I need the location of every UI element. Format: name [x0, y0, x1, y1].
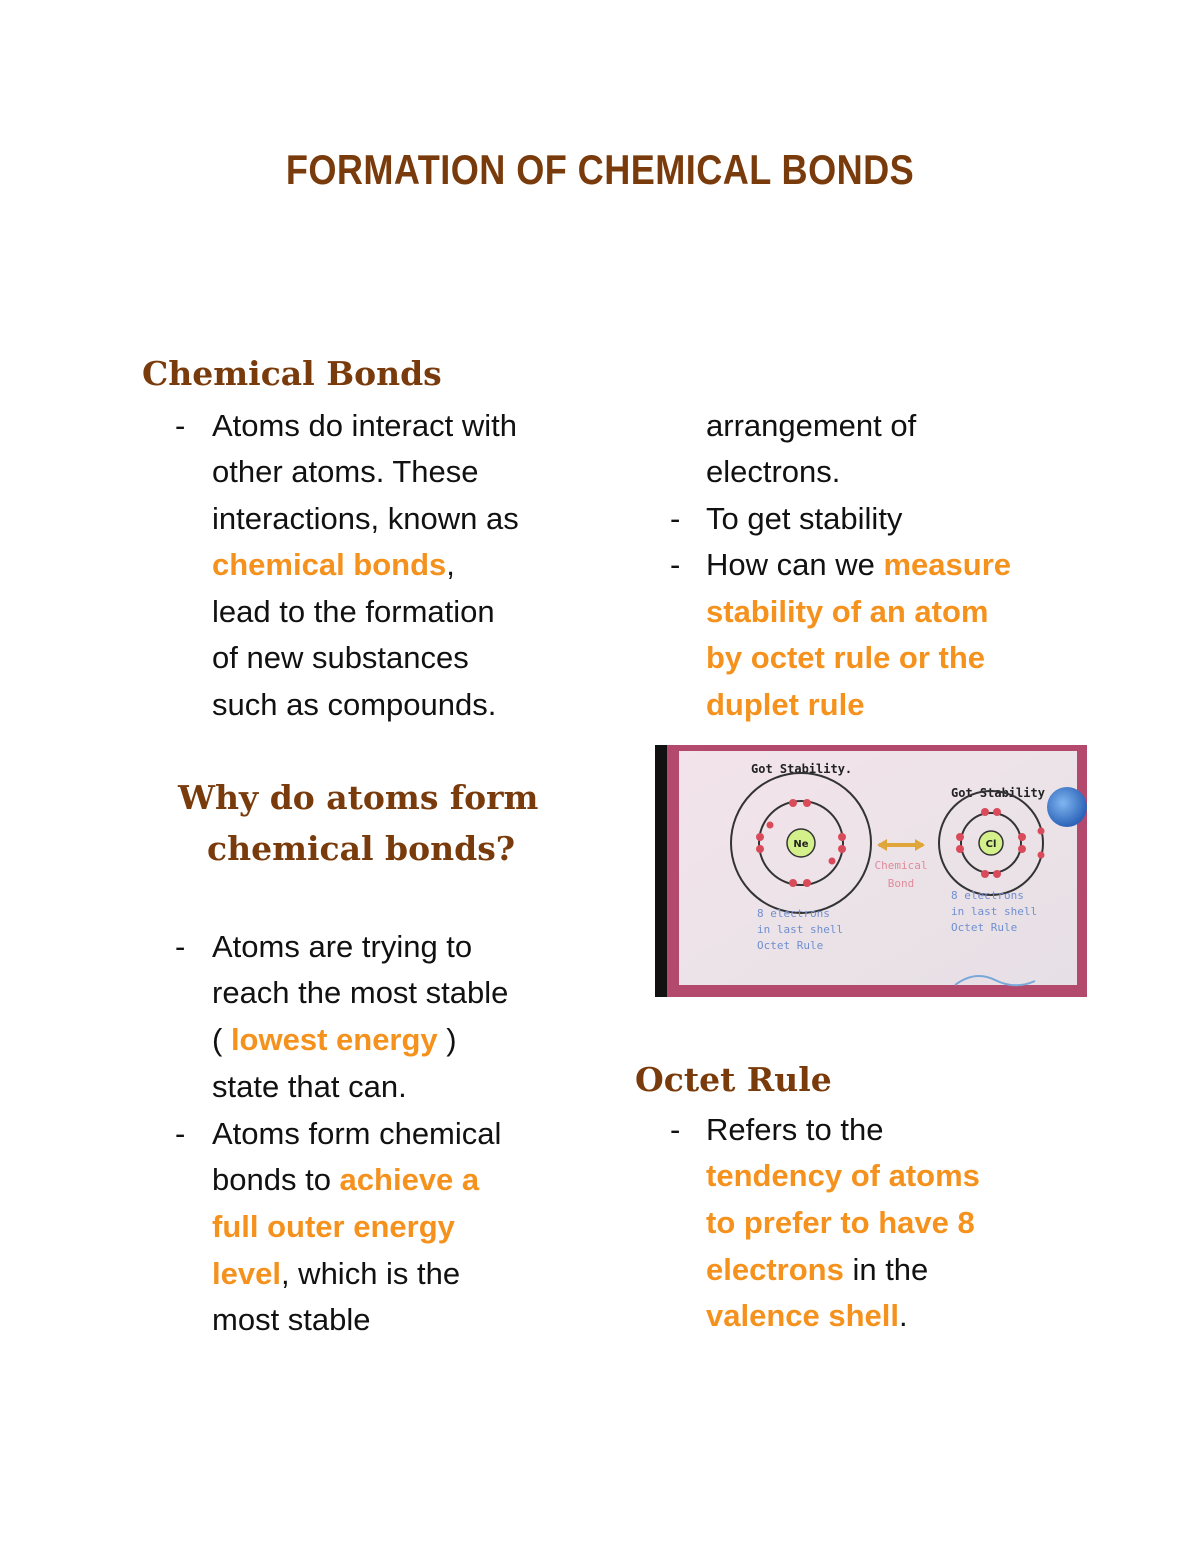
text-line: reach the most stable — [212, 975, 509, 1010]
bullet-dash: - — [670, 501, 681, 536]
text-line: Atoms form chemical — [212, 1116, 502, 1151]
svg-text:in last shell: in last shell — [757, 923, 844, 936]
text-span: ) — [437, 1022, 457, 1057]
text-line: To get stability — [706, 501, 903, 536]
page-title: FORMATION OF CHEMICAL BONDS — [285, 146, 915, 193]
highlight-text: stability of an atom — [706, 594, 989, 629]
svg-text:8 electrons: 8 electrons — [757, 907, 830, 920]
text-line: Atoms do interact with — [212, 408, 517, 443]
text-line — [706, 589, 988, 635]
highlight-text: chemical bonds — [212, 547, 447, 582]
photo-label-left: Got Stability. — [751, 762, 853, 776]
highlight-text: measure — [883, 547, 1011, 582]
highlight-text: duplet rule — [706, 687, 865, 722]
text-span: bonds to — [212, 1162, 340, 1197]
highlight-text: tendency of atoms — [706, 1158, 980, 1193]
bullet-dash: - — [175, 929, 186, 964]
text-line — [706, 542, 1011, 588]
bullet-dash: - — [670, 1112, 681, 1147]
text-line — [212, 1017, 457, 1063]
text-line — [706, 1293, 908, 1339]
text-line — [212, 1204, 455, 1250]
highlight-text: level — [212, 1256, 281, 1291]
text-line — [706, 1247, 928, 1293]
text-line — [212, 542, 455, 588]
text-line: electrons. — [706, 454, 841, 489]
svg-text:Chemical: Chemical — [874, 859, 928, 872]
heading-octet-rule: Octet Rule — [635, 1060, 832, 1099]
heading-why-line-1: Why do atoms form — [178, 778, 539, 817]
svg-text:Ne: Ne — [793, 839, 809, 850]
text-span: ( — [212, 1022, 231, 1057]
highlight-text: electrons — [706, 1252, 844, 1287]
text-span: . — [899, 1298, 908, 1333]
highlight-text: lowest energy — [230, 1022, 438, 1057]
text-line: of new substances — [212, 640, 469, 675]
text-line — [706, 1200, 975, 1246]
text-span: , — [446, 547, 455, 582]
text-line: other atoms. These — [212, 454, 479, 489]
text-span: in the — [843, 1252, 929, 1287]
text-line: lead to the formation — [212, 594, 495, 629]
text-line: state that can. — [212, 1069, 407, 1104]
text-span: , which is the — [280, 1256, 461, 1291]
highlight-text: achieve a — [339, 1162, 480, 1197]
text-line — [706, 1153, 980, 1199]
text-line — [706, 635, 985, 681]
heading-why-line-2: chemical bonds? — [207, 829, 516, 868]
svg-text:in last shell: in last shell — [951, 905, 1038, 918]
text-line: arrangement of — [706, 408, 917, 443]
svg-text:Bond: Bond — [887, 877, 915, 890]
text-line: most stable — [212, 1302, 371, 1337]
text-line — [212, 1251, 460, 1297]
photo-label-right: Got Stability — [951, 786, 1045, 800]
text-line: interactions, known as — [212, 501, 519, 536]
heading-chemical-bonds: Chemical Bonds — [142, 354, 442, 393]
svg-text:Octet Rule: Octet Rule — [951, 921, 1018, 934]
highlight-text: by octet rule or the — [706, 640, 986, 675]
highlight-text: valence shell — [706, 1298, 900, 1333]
text-line: Atoms are trying to — [212, 929, 473, 964]
highlight-text: full outer energy — [212, 1209, 455, 1244]
text-line: such as compounds. — [212, 687, 497, 722]
blue-ball-decoration — [1047, 787, 1087, 827]
text-line: Refers to the — [706, 1112, 884, 1147]
bullet-dash: - — [175, 408, 186, 443]
bullet-dash: - — [175, 1116, 186, 1151]
svg-text:Cl: Cl — [985, 839, 997, 850]
text-line — [706, 682, 864, 728]
svg-text:8 electrons: 8 electrons — [951, 889, 1024, 902]
svg-text:Octet Rule: Octet Rule — [757, 939, 824, 952]
highlight-text: to prefer to have 8 — [706, 1205, 975, 1240]
text-line — [212, 1157, 479, 1203]
text-span: How can we — [706, 547, 884, 582]
bullet-dash: - — [670, 547, 681, 582]
stability-photo — [655, 745, 1087, 997]
